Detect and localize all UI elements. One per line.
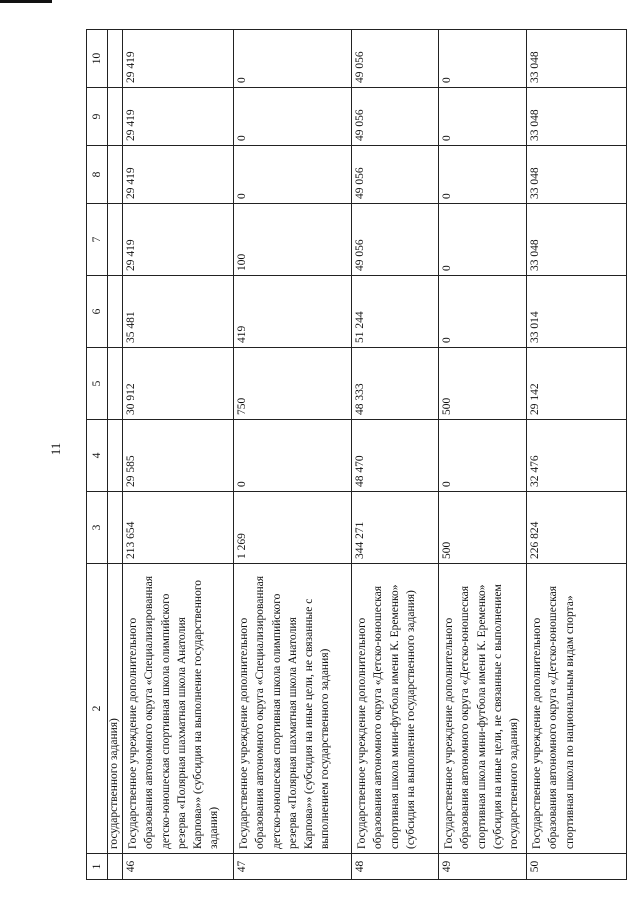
value-col-9: 33 048 [527,88,627,146]
header-cell-7: 7 [87,204,108,276]
value-col-3: 500 [439,492,527,564]
value-col-7: 0 [439,204,527,276]
value-col-5: 500 [439,348,527,420]
value-col-10: 29 419 [123,30,234,88]
header-cell-4: 4 [87,420,108,492]
value-col-10: 0 [234,30,352,88]
value-col-4: 48 470 [352,420,439,492]
value-col-7: 33 048 [527,204,627,276]
value-col-3: 1 269 [234,492,352,564]
value-col-8: 29 419 [123,146,234,204]
value-col-8: 0 [234,146,352,204]
value-col-7: 29 419 [123,204,234,276]
budget-table [86,29,627,880]
table-row [123,30,234,880]
value-col-4: 0 [234,420,352,492]
value-col-10: 33 048 [527,30,627,88]
continuation-text: государственного задания) [108,564,123,854]
value-col-4: 29 585 [123,420,234,492]
value-col-4: 32 476 [527,420,627,492]
header-cell-6: 6 [87,276,108,348]
value-col-9: 0 [234,88,352,146]
continuation-row [108,30,123,880]
value-col-9: 29 419 [123,88,234,146]
row-number: 50 [527,854,627,880]
value-col-3: 226 824 [527,492,627,564]
value-col-6: 0 [439,276,527,348]
continuation-no [108,854,123,880]
header-cell-1: 1 [87,854,108,880]
value-col-10: 0 [439,30,527,88]
value-col-3: 344 271 [352,492,439,564]
value-col-6: 33 014 [527,276,627,348]
value-col-5: 750 [234,348,352,420]
institution-name: Государственное учреждение дополнительного образования автономного округа «Специализированная детско-юношеская спортивная школа олимпийского резерва «Полярная шахматная школа Анатолия Карпова»» (субсидия на выполнение государственного задания) [123,564,234,854]
value-col-7: 100 [234,204,352,276]
table-row [527,30,627,880]
page-number: 11 [48,442,63,456]
value-col-8: 33 048 [527,146,627,204]
row-number: 46 [123,854,234,880]
institution-name: Государственное учреждение дополнительного образования автономного округа «Детско-юношеская спортивная школа мини-футбола имени К. Еременко» (субсидия на выполнение государственного задания) [352,564,439,854]
value-col-6: 51 244 [352,276,439,348]
header-cell-10: 10 [87,30,108,88]
value-col-6: 35 481 [123,276,234,348]
header-cell-9: 9 [87,88,108,146]
value-col-8: 49 056 [352,146,439,204]
institution-name: Государственное учреждение дополнительного образования автономного округа «Детско-юношеская спортивная школа мини-футбола имени К. Еременко» (субсидия на иные цели, не связанные с выполнением государственного задания) [439,564,527,854]
table-row [234,30,352,880]
row-number: 47 [234,854,352,880]
value-col-10: 49 056 [352,30,439,88]
institution-name: Государственное учреждение дополнительного образования автономного округа «Детско-юношеская спортивная школа по национальным видам спорта» [527,564,627,854]
value-col-7: 49 056 [352,204,439,276]
institution-name: Государственное учреждение дополнительного образования автономного округа «Специализированная детско-юношеская спортивная школа олимпийского резерва «Полярная шахматная школа Анатолия Карпова»» (субсидия на иные цели, не связанные с выполнением государственного задания) [234,564,352,854]
top-rule [0,0,52,3]
value-col-6: 419 [234,276,352,348]
table-row [439,30,527,880]
value-col-5: 48 333 [352,348,439,420]
value-col-5: 29 142 [527,348,627,420]
header-cell-2: 2 [87,564,108,854]
row-number: 49 [439,854,527,880]
value-col-3: 213 654 [123,492,234,564]
row-number: 48 [352,854,439,880]
value-col-9: 0 [439,88,527,146]
header-cell-3: 3 [87,492,108,564]
value-col-4: 0 [439,420,527,492]
header-cell-5: 5 [87,348,108,420]
value-col-9: 49 056 [352,88,439,146]
header-cell-8: 8 [87,146,108,204]
rotated-table-container [86,30,627,880]
header-row [87,30,108,880]
value-col-8: 0 [439,146,527,204]
table-row [352,30,439,880]
value-col-5: 30 912 [123,348,234,420]
